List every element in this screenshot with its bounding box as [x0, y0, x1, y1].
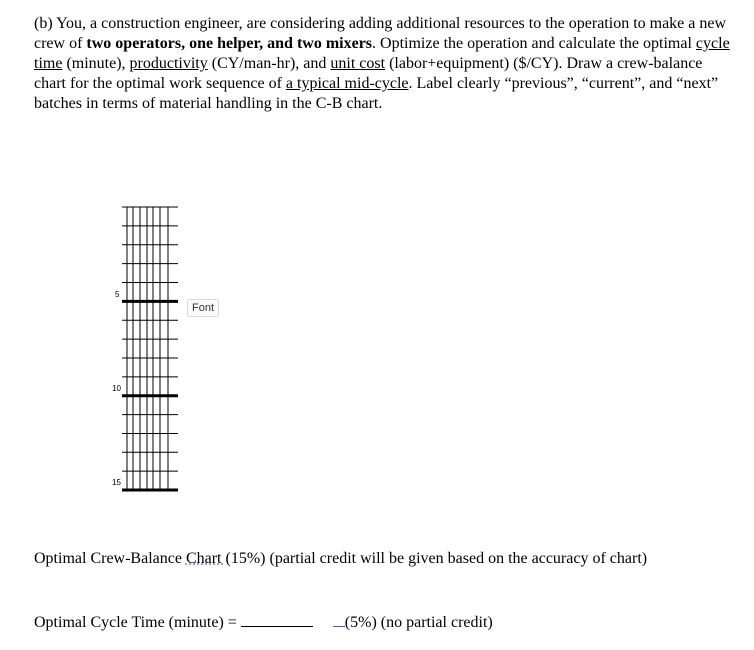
cycle-time-blank[interactable]	[241, 612, 313, 627]
question-part-3: (minute),	[62, 55, 130, 72]
crew-composition: two operators, one helper, and two mixers	[86, 35, 373, 52]
tick-label-15: 15	[112, 478, 121, 487]
cycle-time-line	[34, 612, 493, 632]
crew-chart-line	[34, 550, 647, 568]
cycle-time-suffix: (5%) (no partial credit)	[344, 614, 493, 631]
cycle-time-link-underline	[333, 612, 345, 627]
question-part-5: (labor+equipment) ($/CY). Draw a crew-balance chart for the optimal work sequence of	[34, 55, 703, 92]
tick-label-10: 10	[112, 384, 121, 393]
term-mid-cycle: a typical mid-cycle	[285, 75, 409, 92]
tick-label-5: 5	[115, 290, 120, 299]
term-productivity: productivity	[129, 55, 208, 72]
term-cycle-time: cycle time	[34, 35, 730, 72]
font-button[interactable]: Font	[187, 299, 219, 317]
question-part-2: . Optimize the operation and calculate the optimal	[372, 35, 696, 52]
chart-link[interactable]: Chart	[185, 550, 226, 567]
question-part-4: (CY/man-hr), and	[207, 55, 331, 72]
term-unit-cost: unit cost	[330, 55, 386, 72]
crew-chart-prefix: Optimal Crew-Balance	[34, 550, 186, 567]
cycle-time-label: Optimal Cycle Time (minute) =	[34, 614, 241, 631]
question-part-1: (b) You, a construction engineer, are considering adding additional resources to the operation to make a new crew of	[34, 15, 727, 52]
crew-chart-suffix: (15%) (partial credit will be given based on the accuracy of chart)	[225, 550, 648, 567]
question-part-6: . Label clearly “previous”, “current”, and “next” batches in terms of material handling in the C-B chart.	[34, 75, 719, 112]
